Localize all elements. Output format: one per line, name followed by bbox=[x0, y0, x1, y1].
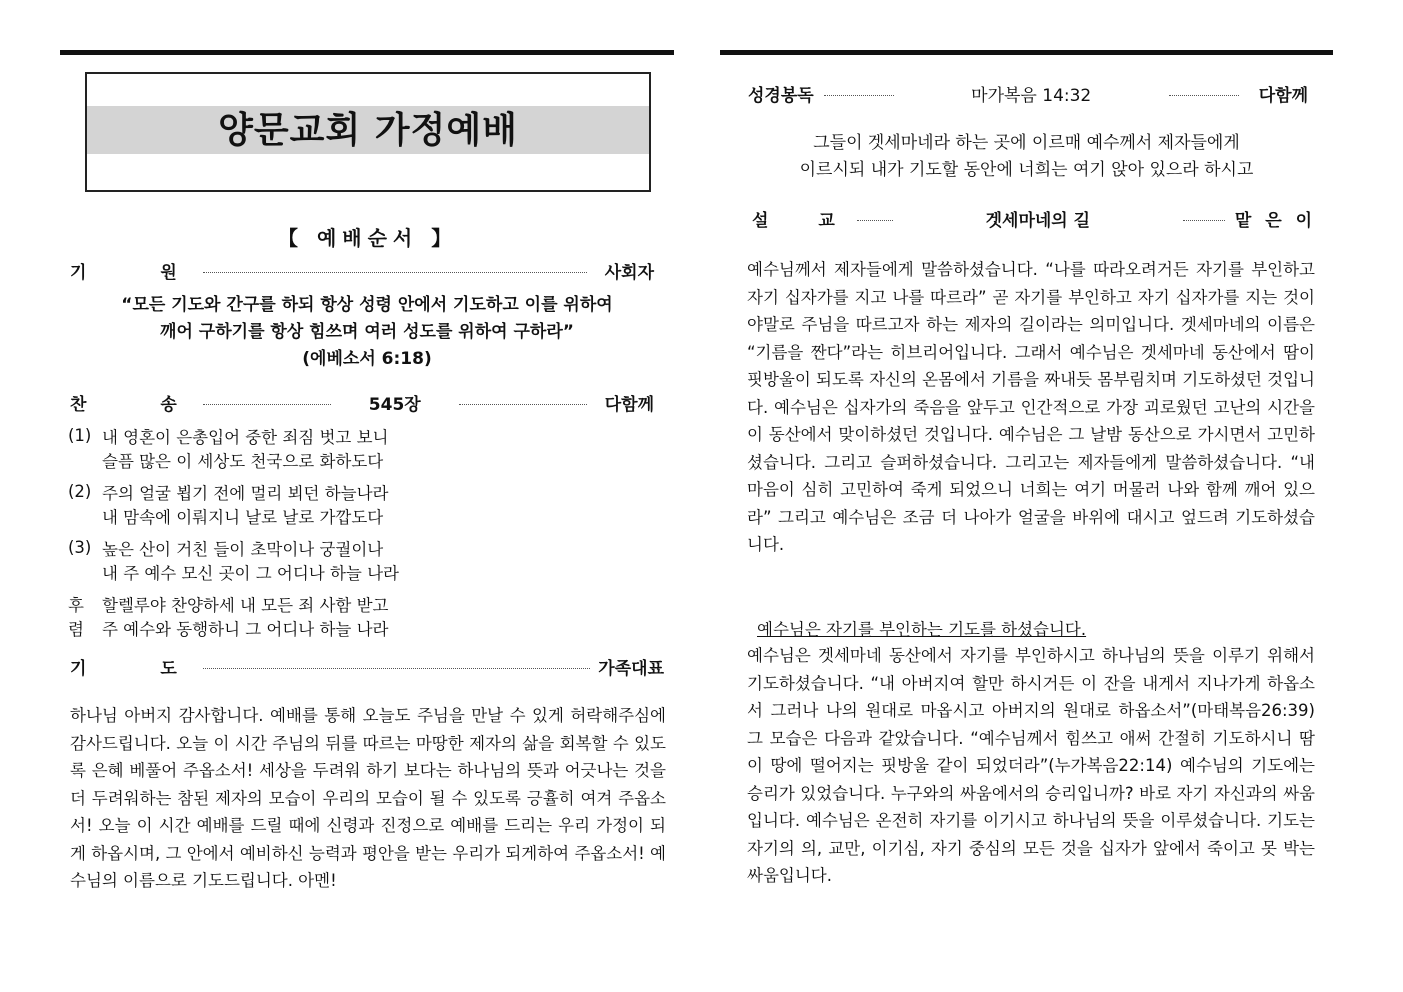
reading-leader: 다함께 bbox=[1258, 86, 1308, 106]
reading-line: 그들이 겟세마네라 하는 곳에 이르매 예수께서 제자들에게 bbox=[813, 133, 1240, 153]
prayer-text: 하나님 아버지 감사합니다. 예배를 통해 오늘도 주님을 만날 수 있게 허락해주심에 감사드립니다. 오늘 이 시간 주님의 뒤를 따르는 마땅한 제자의 삶을 회복할 수 있도록 은혜 베풀어 주옵소서! 세상을 두려워 하기 보다는 하나님의 뜻과 어긋나는 것을 더 두려워하는 참된 제자의 모습이 우리의 모습이 될 수 있도록 긍휼히 여겨 주옵소서! 오늘 이 시간 예배를 드릴 때에 신령과 진정으로 예배를 드리는 우리 가정이 되게 하옵시며, 그 안에서 예비하신 능력과 평안을 받는 우리가 되게하여 주옵소서! 예수님의 이름으로 기도드립니다. 아멘! bbox=[70, 706, 666, 890]
dot-leader bbox=[203, 272, 587, 273]
order-heading: 【 예배순서 】 bbox=[278, 226, 458, 250]
invocation-row bbox=[70, 258, 654, 283]
prayer-row bbox=[70, 654, 664, 679]
dot-leader bbox=[824, 95, 894, 96]
lyric-line: 높은 산이 거친 들이 초막이나 궁궐이나 bbox=[102, 540, 384, 559]
hymn-verse bbox=[68, 426, 399, 474]
dot-leader bbox=[203, 668, 591, 669]
hymn-label: 찬 송 bbox=[70, 395, 211, 415]
chorus-tag: 렴 bbox=[68, 620, 84, 639]
left-column bbox=[60, 50, 674, 890]
sermon-label: 설 교 bbox=[752, 211, 857, 231]
invocation-label: 기 원 bbox=[70, 263, 211, 283]
dot-leader bbox=[1183, 220, 1225, 221]
sermon-paragraph: 예수님께서 제자들에게 말씀하셨습니다. “나를 따라오려거든 자기를 부인하고 자기 십자가를 지고 나를 따르라” 곧 자기를 부인하고 자기 십자가를 지는 것이야말로 주님을 따르고자 하는 제자의 길이라는 의미입니다. 겟세마네의 이름은 “기름을 짠다”라는 히브리어입니다. 그래서 예수님은 겟세마네 동산에서 땀이 핏방울이 되도록 자신의 온몸에서 기름을 짜내듯 몸부림치며 기도하셨던 것입니다. 예수님은 십자가의 죽음을 앞두고 인간적으로 가장 괴로웠던 고난의 시간을 이 동산에서 맞이하셨던 것입니다. 예수님은 그 날밤 동산으로 가시면서 고민하셨습니다. 그리고 슬퍼하셨습니다. 그리고는 제자들에게 말씀하셨습니다. “내 마음이 심히 고민하여 죽게 되었으니 너희는 여기 머물러 나와 함께 깨어 있으라” 그리고 예수님은 조금 더 나아가 얼굴을 바위에 대시고 엎드려 기도하셨습니다. bbox=[747, 260, 1315, 554]
hymn-verse bbox=[68, 482, 399, 530]
chorus-tag: 후 bbox=[68, 596, 84, 615]
lyric-line: 주의 얼굴 뵙기 전에 멀리 뵈던 하늘나라 bbox=[102, 484, 389, 503]
hymn-leader: 다함께 bbox=[604, 395, 654, 415]
lyric-line: 주 예수와 동행하니 그 어디나 하늘 나라 bbox=[102, 620, 389, 639]
dot-leader bbox=[857, 220, 893, 221]
reading-row bbox=[748, 81, 1308, 106]
verse-line: “모든 기도와 간구를 하되 항상 성령 안에서 기도하고 이를 위하여 bbox=[121, 295, 613, 315]
verse-number: (1) bbox=[68, 426, 92, 445]
sermon-paragraph: 예수님은 겟세마네 동산에서 자기를 부인하시고 하나님의 뜻을 이루기 위해서 기도하셨습니다. “내 아버지여 할만 하시거든 이 잔을 내게서 지나가게 하옵소서 그러나 나의 원대로 마옵시고 아버지의 원대로 하옵소서”(마태복음26:39) 그 모습은 다음과 같았습니다. “예수님께서 힘쓰고 애써 간절히 기도하시니 땀이 땅에 떨어지는 핏방울 같이 되었더라”(누가복음22:14) 예수님의 기도에는 승리가 있었습니다. 누구와의 싸움에서의 승리입니까? 바로 자기 자신과의 싸움입니다. 예수님은 온전히 자기를 이기시고 하나님의 뜻을 이루셨습니다. 기도는 자기의 의, 교만, 이기심, 자기 중심의 모든 것을 십자가 앞에서 죽이고 못 박는 싸움입니다. bbox=[747, 646, 1315, 885]
verse-line: 깨어 구하기를 항상 힘쓰며 여러 성도를 위하여 구하라” bbox=[160, 322, 574, 342]
verse-number: (2) bbox=[68, 482, 92, 501]
invocation-leader: 사회자 bbox=[604, 263, 654, 283]
dot-leader bbox=[1169, 95, 1239, 96]
reading-reference: 마가복음 14:32 bbox=[971, 86, 1092, 106]
hymn-row bbox=[70, 390, 654, 415]
hymn-chorus bbox=[68, 594, 399, 642]
hymn-verse bbox=[68, 538, 399, 586]
hymn-lyrics bbox=[68, 426, 399, 650]
prayer-leader: 가족대표 bbox=[598, 659, 664, 679]
dot-leader bbox=[203, 404, 331, 405]
right-column bbox=[720, 50, 1333, 885]
lyric-line: 내 영혼이 은총입어 중한 죄짐 벗고 보니 bbox=[102, 428, 389, 447]
left-top-rule bbox=[60, 50, 674, 55]
reading-label: 성경봉독 bbox=[748, 86, 814, 106]
sermon-leader: 맡 은 이 bbox=[1234, 211, 1316, 231]
lyric-line: 내 맘속에 이뤄지니 날로 날로 가깝도다 bbox=[102, 508, 384, 527]
lyric-line: 슬픔 많은 이 세상도 천국으로 화하도다 bbox=[102, 452, 384, 471]
page-title: 양문교회 가정예배 bbox=[218, 110, 518, 151]
sermon-title: 겟세마네의 길 bbox=[985, 211, 1091, 231]
reading-line: 이르시되 내가 기도할 동안에 너희는 여기 앉아 있으라 하시고 bbox=[799, 160, 1254, 180]
prayer-label: 기 도 bbox=[70, 659, 211, 679]
verse-number: (3) bbox=[68, 538, 92, 557]
reading-text bbox=[720, 130, 1333, 184]
verse-reference: (에베소서 6:18) bbox=[302, 349, 432, 369]
sermon-row bbox=[752, 206, 1316, 231]
dot-leader bbox=[459, 404, 587, 405]
sermon-subheading: 예수님은 자기를 부인하는 기도를 하셨습니다. bbox=[757, 620, 1087, 639]
lyric-line: 할렐루야 찬양하세 내 모든 죄 사함 받고 bbox=[102, 596, 389, 615]
right-top-rule bbox=[720, 50, 1333, 55]
verse-block bbox=[60, 292, 674, 373]
title-box bbox=[85, 72, 651, 192]
lyric-line: 내 주 예수 모신 곳이 그 어디나 하늘 나라 bbox=[102, 564, 399, 583]
hymn-number: 545장 bbox=[368, 395, 421, 415]
